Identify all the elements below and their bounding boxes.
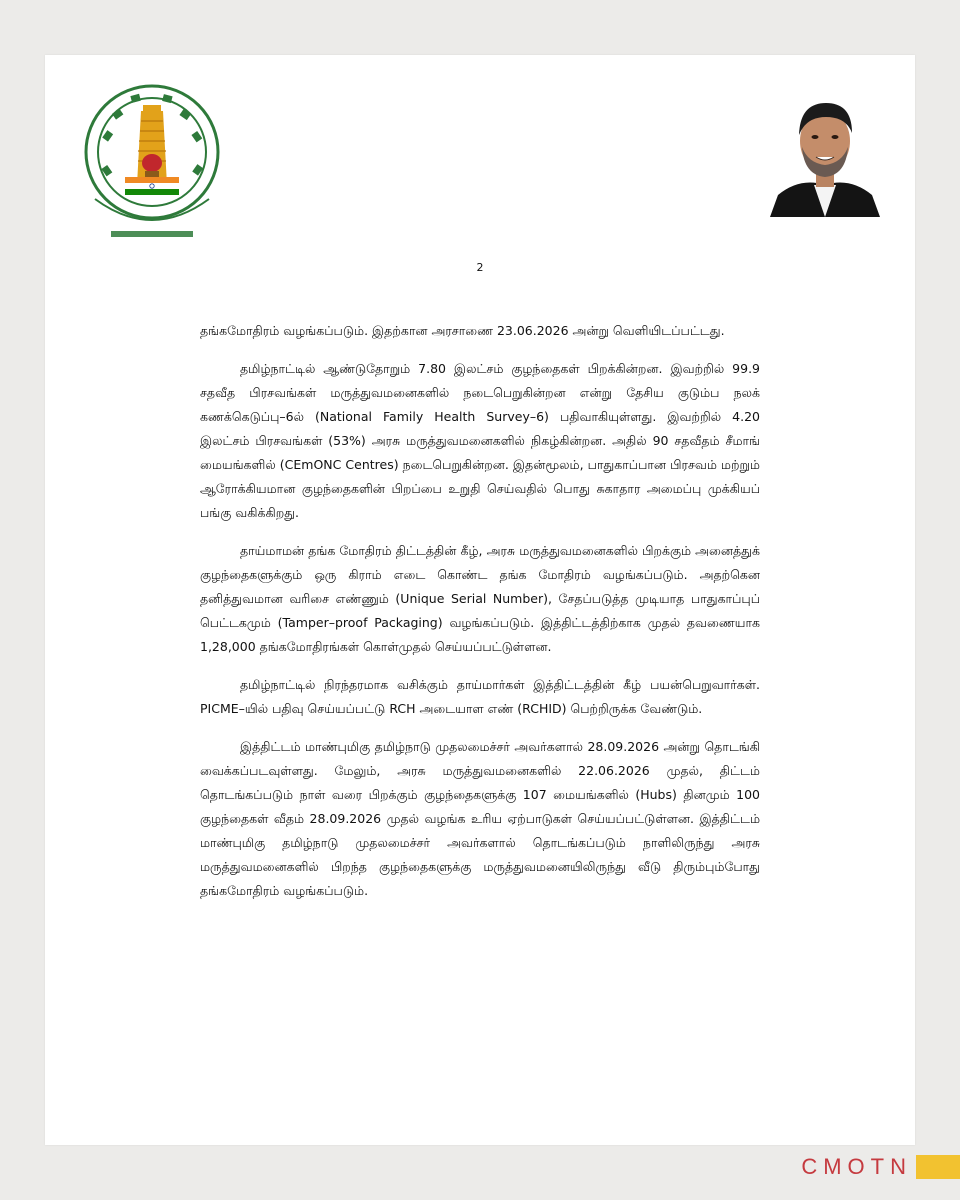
brand-accent-bar	[916, 1155, 960, 1179]
tamil-nadu-emblem-icon	[81, 81, 223, 257]
paragraph: தாய்மாமன் தங்க மோதிரம் திட்டத்தின் கீழ், அரசு மருத்துவமனைகளில் பிறக்கும் அனைத்துக் குழந்தைகளுக்கும் ஒரு கிராம் எடை கொண்ட தங்க மோதிரம் வழங்கப்படும். அதற்கென தனித்துவமான வரிசை எண்ணும் (Unique Serial Number), சேதப்படுத்த முடியாத பாதுகாப்புப் பெட்டகமும் (Tamper–proof Packaging) வழங்கப்படும். இத்திட்டத்திற்காக முதல் தவணையாக 1,28,000 தங்கமோதிரங்கள் கொள்முதல் செய்யப்பட்டுள்ளன.	[200, 543, 760, 654]
paragraph: தமிழ்நாட்டில் நிரந்தரமாக வசிக்கும் தாய்மார்கள் இத்திட்டத்தின் கீழ் பயன்பெறுவார்கள். PICME–யில் பதிவு செய்யப்பட்டு RCH அடையாள எண் (RCHID) பெற்றிருக்க வேண்டும்.	[200, 677, 760, 716]
document-page	[45, 55, 915, 1145]
paragraph: தங்கமோதிரம் வழங்கப்படும். இதற்கான அரசாணை 23.06.2026 அன்று வெளியிடப்பட்டது.	[200, 323, 725, 338]
brand-logo	[801, 1154, 960, 1180]
page-number: 2	[476, 261, 484, 274]
portrait-photo	[770, 85, 880, 217]
paragraph: தமிழ்நாட்டில் ஆண்டுதோறும் 7.80 இலட்சம் குழந்தைகள் பிறக்கின்றன. இவற்றில் 99.9 சதவீத பிரசவங்கள் மருத்துவமனைகளில் நடைபெறுகின்றன என்று தேசிய குடும்ப நலக் கணக்கெடுப்பு–6ல் (National Family Health Survey–6) பதிவாகியுள்ளது. இவற்றில் 4.20 இலட்சம் பிரசவங்கள் (53%) அரசு மருத்துவமனைகளில் நிகழ்கின்றன. அதில் 90 சதவீதம் சீமாங் மையங்களில் (CEmONC Centres) நடைபெறுகின்றன. இதன்மூலம், பாதுகாப்பான பிரசவம் மற்றும் ஆரோக்கியமான குழந்தைகளின் பிறப்பை உறுதி செய்வதில் பொது சுகாதார அமைப்பு முக்கியப் பங்கு வகிக்கிறது.	[200, 361, 760, 520]
document-body	[200, 319, 760, 917]
paragraph: இத்திட்டம் மாண்புமிகு தமிழ்நாடு முதலமைச்சர் அவர்களால் 28.09.2026 அன்று தொடங்கி வைக்கப்படவுள்ளது. மேலும், அரசு மருத்துவமனைகளில் 22.06.2026 முதல், திட்டம் தொடங்கப்படும் நாள் வரை பிறக்கும் குழந்தைகளுக்கு 107 மையங்களில் (Hubs) தினமும் 100 குழந்தைகள் வீதம் 28.09.2026 முதல் வழங்க உரிய ஏற்பாடுகள் செய்யப்பட்டுள்ளன. இத்திட்டம் மாண்புமிகு தமிழ்நாடு முதலமைச்சர் அவர்களால் தொடங்கப்படும் நாளிலிருந்து அரசு மருத்துவமனைகளில் பிறந்த குழந்தைகளுக்கு மருத்துவமனையிலிருந்து வீடு திரும்பும்போது தங்கமோதிரம் வழங்கப்படும்.	[200, 739, 760, 898]
brand-text: CMOTN	[801, 1154, 912, 1179]
